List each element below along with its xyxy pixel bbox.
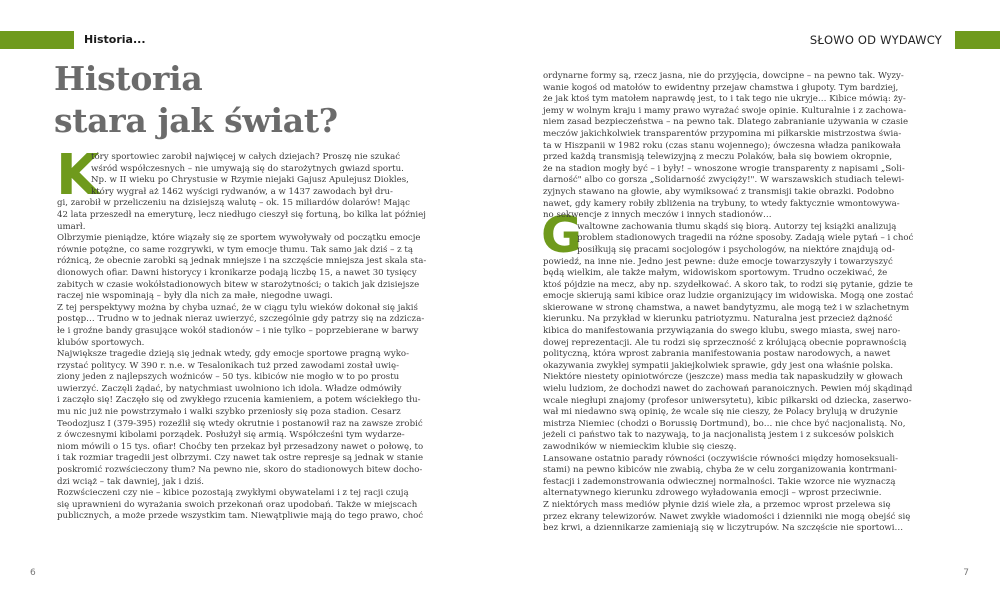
text-line: raczej nie wspominają – były dla nich za małe, niegodne uwagi.	[57, 291, 333, 302]
text-line: dionowych ofiar. Dawni historycy i kronikarze podają liczbę 15, a nawet 30 tysięcy	[57, 267, 417, 278]
text-line: zawodników w niemieckim klubie się cieszę.	[543, 442, 737, 452]
text-line: kierunku. Na przykład w kierunku patriotyzmu. Naturalna jest przecież dążność	[543, 314, 893, 325]
text-line: stami) na pewno kibiców nie zwabią, chyba że w celu zorganizowania kontrmani-	[543, 465, 897, 476]
text-line: łe i groźne bandy grasujące wokół stadionów – i nie tylko – poprzebierane w barwy	[57, 325, 419, 336]
text-line: Z tej perspektywy można by chyba uznać, że w ciągu tylu wieków dokonał się jakiś	[57, 302, 418, 313]
text-line: dowej reprezentacji. Ale tu rodzi się sprzeczność z królującą obecnie poprawnością	[543, 337, 907, 348]
text-line: wielu ludziom, że dochodzi nawet do zachowań paranoicznych. Pewien mój skądinąd	[543, 384, 913, 395]
text-line: 42 lata przeszedł na emeryturę, lecz niedługo cieszył się fortuną, bo kilka lat później	[57, 209, 426, 220]
text-line: Z niektórych mass mediów płynie dziś wiele zła, a przemoc wprost przelewa się	[543, 499, 891, 510]
text-line: z ówczesnymi kibolami porządek. Posłużył się armią. Współcześni tym wydarze-	[57, 430, 405, 441]
text-line: i zaczęło się! Zaczęło się od zwykłego rzucenia kamieniem, a potem wściekłego tłu-	[57, 395, 421, 406]
text-line: emocje skierują sami kibice oraz ludzie organizujący im widowiska. Mogą one zostać	[543, 291, 914, 302]
right-page	[500, 0, 1000, 610]
text-line: publicznych, a może przede wszystkim tam. Niewątpliwie mają do tego prawo, choć	[57, 511, 424, 522]
text-line: meczów jakichkolwiek transparentów przypomina mi piłkarskie mistrzostwa świa-	[543, 128, 902, 139]
text-line: Lansowane ostatnio parady równości (oczywiście równości między homoseksuali-	[543, 453, 899, 464]
text-line: dzi wciąż – tak dawniej, jak i dziś.	[57, 476, 204, 487]
text-line: jemy w wolnym kraju i mamy prawo wyrażać swoje opinie. Kulturalnie i z zachowa-	[543, 105, 907, 116]
text-line: postęp… Trudno w to jednak nieraz uwierzyć, szczególnie gdy patrzy się na zdzicza-	[57, 314, 425, 325]
text-line: alternatywnego kierunku zdrowego wyładowania emocji – wprost przeciwnie.	[543, 488, 882, 499]
text-line: polityczną, która wprost zabrania manifestowania postaw narodowych, a nawet	[543, 349, 891, 360]
text-line: ordynarne formy są, rzecz jasna, nie do przyjęcia, dowcipne – na pewno tak. Wyzy-	[543, 71, 904, 81]
title-line-2: stara jak świat?	[54, 101, 338, 140]
text-line: będą wielkim, ale także małym, widowiskom sportowym. Trudno oczekiwać, że	[543, 268, 888, 279]
text-line: który wygrał aż 1462 wyścigi rydwanów, a w 1437 zawodach był dru-	[91, 186, 393, 197]
page-number: 6	[30, 568, 36, 578]
text-line: że jak ktoś tym matołem naprawdę jest, to i tak tego nie ukryje… Kibice mówią: ży-	[543, 94, 906, 105]
section-marker-bar	[955, 31, 1000, 49]
text-line: umarł.	[57, 221, 86, 232]
text-line: ta w Hiszpanii w 1982 roku (czas stanu wojennego); ówczesna władza panikowała	[543, 140, 901, 151]
text-line: przed każdą transmisją telewizyjną z meczu Polaków, bała się bowiem okropnie,	[543, 152, 893, 163]
section-marker-bar	[0, 31, 74, 49]
text-line: przez ekrany telewizorów. Nawet zwykłe wiadomości i dzienniki nie mogą obejść się	[543, 511, 911, 522]
text-line: nawet, gdy kamery robiły zbliżenia na trybuny, to wtedy faktycznie wmontowywa-	[543, 198, 900, 209]
drop-cap: K	[56, 143, 100, 208]
text-line: tóry sportowiec zarobił najwięcej w całych dziejach? Proszę nie szukać	[91, 152, 401, 162]
text-line: ziony jeden z najlepszych woźniców – 50 tys. kibiców nie mogło w to po prostu	[57, 372, 400, 383]
text-line: Np. w II wieku po Chrystusie w Rzymie niejaki Gajusz Apulejusz Diokles,	[91, 175, 409, 186]
drop-cap: G	[541, 206, 583, 264]
text-line: uwierzyć. Zaczęli żądać, by natychmiast uwolniono ich idola. Władze odmówiły	[57, 383, 402, 394]
text-line: ktoś pójdzie na mecz, aby np. szydełkować. A skoro tak, to rodzi się pytanie, gdzie te	[543, 279, 913, 290]
text-line: że na stadion mogły być – i były! – wnoszone wrogie transparenty z napisami „Soli-	[543, 163, 905, 174]
text-line: klubów sportowych.	[57, 337, 145, 348]
text-line: wał mi niedawno swą opinię, że wcale się nie cieszy, że Polacy brylują w drużynie	[543, 407, 898, 418]
article-title	[54, 58, 338, 142]
text-line: rzystać politycy. W 390 r. n.e. w Tesalonikach tuż przed zawodami został uwię-	[57, 360, 399, 371]
text-line: jeżeli ci państwo tak to nazywają, to ja nacjonalistą jestem i z sukcesów polskich	[543, 430, 895, 441]
page-number: 7	[963, 568, 969, 578]
text-line: wcale niegłupi znajomy (profesor uniwersytetu), kibic piłkarski od dziecka, zaserwo-	[543, 395, 912, 406]
text-line: gi, zarobił w przeliczeniu na dzisiejszą walutę – ok. 15 miliardów dolarów! Mając	[57, 198, 410, 209]
text-line: festacji i zademonstrowania odwiecznej normalności. Takie wzorce nie wyznaczą	[543, 476, 896, 487]
text-line: Teodozjusz I (379-395) rozeźlił się wtedy okrutnie i postanowił raz na zawsze zrobić	[57, 418, 423, 429]
text-line: okazywania zwykłej sympatii jakiejkolwiek sprawie, gdy jest ona właśnie polska.	[543, 360, 894, 371]
text-line: Rozwścieczeni czy nie – kibice pozostają zwykłymi obywatelami i z tej racji czują	[57, 488, 409, 499]
text-line: niem zasad bezpieczeństwa – na pewno tak. Dlatego zabranianie używania w czasie	[543, 117, 909, 128]
text-line: równie potężne, co same rozgrywki, w tym emocje tłumu. Tak samo jak dziś – z tą	[57, 244, 413, 255]
text-line: bez krwi, a dziennikarze zamieniają się w liczytrupów. Na szczęście nie sportowi…	[543, 523, 904, 534]
text-line: mistrza Niemiec (chodzi o Borussię Dortmund), bo… nie chce być nacjonalistą. No,	[543, 418, 906, 429]
text-line: Największe tragedie dzieją się jednak wtedy, gdy emocje sportowe pragną wyko-	[57, 349, 409, 360]
text-line: i tak rozmiar tragedii jest olbrzymi. Czy nawet tak ostre represje są jednak w stanie	[57, 453, 424, 464]
section-label: SŁOWO OD WYDAWCY	[809, 33, 942, 47]
text-line: poskromić rozwścieczony tłum? Na pewno nie, skoro do stadionowych bitew docho-	[57, 465, 423, 476]
text-line: darność" albo co gorsza „Solidarność zwycięży!". W warszawskich studiach telewi-	[543, 175, 905, 186]
text-line: skierowane w stronę chamstwa, a nawet bandytyzmu, ale mogą też i w szlachetnym	[543, 302, 910, 313]
text-line: no sekwencje z innych meczów i innych stadionów…	[543, 210, 772, 221]
body-text	[57, 152, 487, 523]
text-line: waltowne zachowania tłumu skądś się biorą. Autorzy tej książki analizują	[577, 221, 897, 232]
text-line: Niektóre niestety opiniotwórcze (jeszcze) mass media tak napaskudziły w głowach	[543, 372, 903, 383]
text-line: mu nic już nie powstrzymało i walki szybko przeniosły się poza stadion. Cesarz	[57, 407, 401, 418]
title-line-1: Historia	[54, 59, 203, 98]
text-line: niom mówili o 15 tys. ofiar! Choćby ten przekaz był przesadzony nawet o połowę, to	[57, 441, 424, 452]
text-line: zabitych w czasie wokółstadionowych bitew w starożytności; o takich jak dzisiejsze	[57, 279, 420, 290]
text-line: Olbrzymie pieniądze, które wiązały się ze sportem wywoływały od początku emocje	[57, 233, 421, 244]
section-label: Historia...	[84, 33, 146, 46]
text-line: posiłkują się pracami socjologów i psychologów, na niektóre znajdują od-	[577, 244, 895, 255]
text-line: różnicą, że obecnie zarobki są jednak mniejsze i na szczęście mniejsza jest skala sta-	[57, 256, 427, 267]
text-line: zyjnych stawano na głowie, aby wymiksować z transmisji takie obrazki. Podobno	[543, 186, 895, 197]
text-line: wanie kogoś od matołów to ewidentny przejaw chamstwa i głupoty. Tym bardziej,	[543, 82, 899, 93]
text-line: wśród współczesnych – nie umywają się do starożytnych gwiazd sportu.	[91, 163, 404, 174]
text-line: powiedź, na inne nie. Jedno jest pewne: duże emocje towarzyszyły i towarzyszyć	[543, 256, 893, 267]
text-line: problem stadionowych tragedii na różne sposoby. Zadają wiele pytań – i choć	[577, 233, 914, 244]
text-line: się uprawnieni do wyrażania swoich przekonań oraz upodobań. Także w miejscach	[57, 499, 418, 510]
body-text	[543, 71, 963, 535]
text-line: kibica do manifestowania przywiązania do swego klubu, swego miasta, swej naro-	[543, 326, 901, 337]
